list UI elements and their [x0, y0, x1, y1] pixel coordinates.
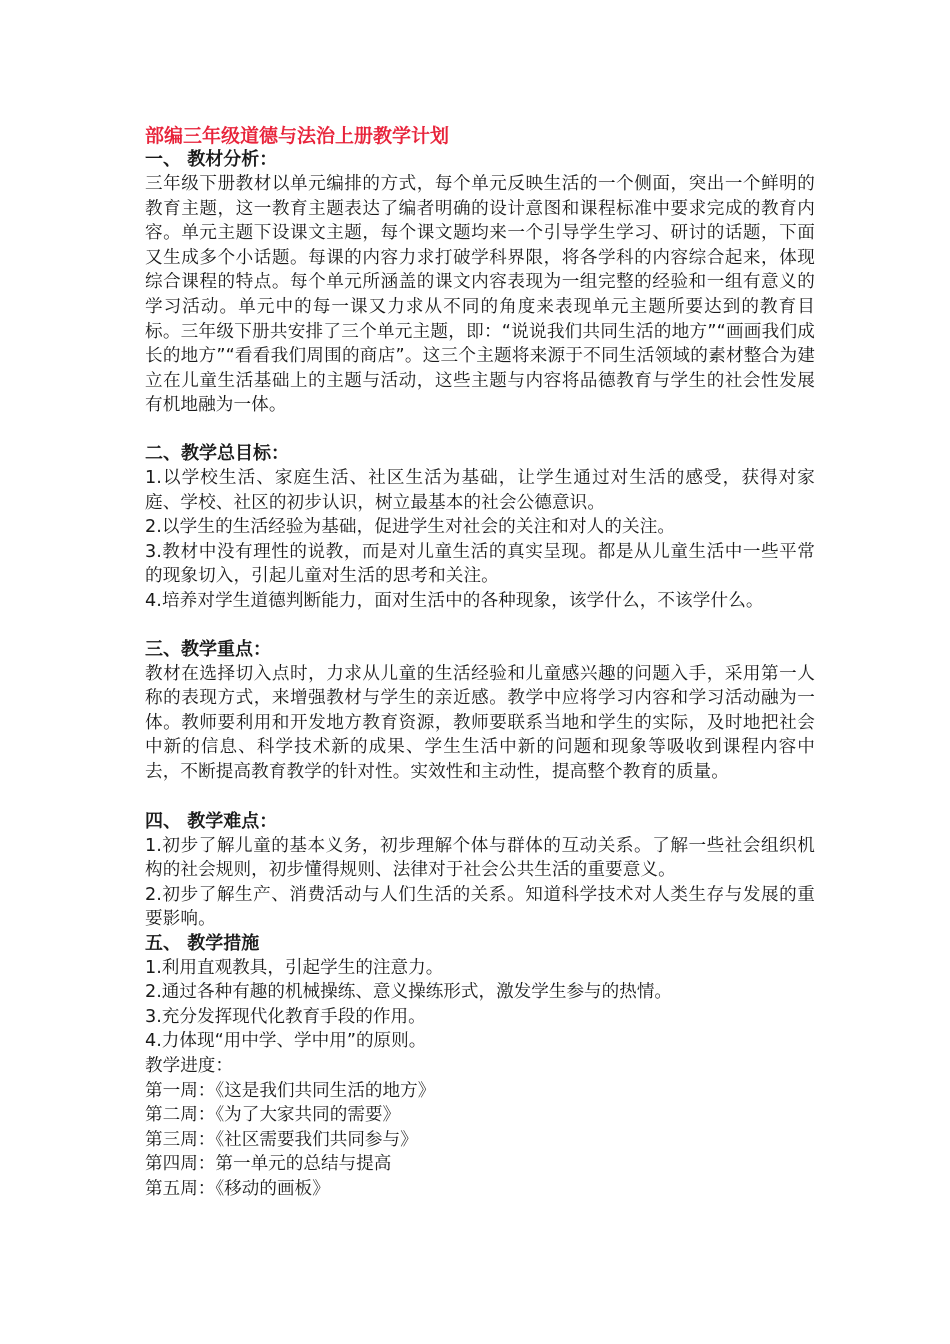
section-teaching-goals: [145, 442, 815, 638]
document-page: [145, 124, 815, 1202]
section-paragraph: 教材在选择切入点时，力求从儿童的生活经验和儿童感兴趣的问题入手，采用第一人称的表现方式，来增强教材与学生的亲近感。教学中应将学习内容和学习活动融为一体。教师要利用和开发地方教育资源，教师要联系当地和学生的实际，及时地把社会中新的信息、科学技术新的成果、学生生活中新的问题和现象等吸收到课程内容中去，不断提高教育教学的针对性。实效性和主动性，提高整个教育的质量。: [145, 663, 815, 782]
schedule-item: 第三周：《社区需要我们共同参与》: [145, 1129, 418, 1150]
teaching-schedule: [145, 1054, 815, 1202]
schedule-item: 第四周：第一单元的总结与提高: [145, 1154, 392, 1175]
section-heading: 四、 教学难点：: [145, 810, 278, 832]
section-paragraph: 4.培养对学生道德判断能力，面对生活中的各种现象，该学什么，不该学什么。: [145, 590, 764, 611]
section-teaching-difficulties: [145, 810, 815, 932]
section-paragraph: 1.初步了解儿童的基本义务，初步理解个体与群体的互动关系。了解一些社会组织机构的社会规则，初步懂得规则、法律对于社会公共生活的重要意义。: [145, 835, 815, 881]
section-paragraph: 3.充分发挥现代化教育手段的作用。: [145, 1006, 426, 1027]
section-paragraph: 2.以学生的生活经验为基础，促进学生对社会的关注和对人的关注。: [145, 517, 676, 537]
schedule-label: 教学进度：: [145, 1055, 233, 1076]
section-paragraph: 2.通过各种有趣的机械操练、意义操练形式，激发学生参与的热情。: [145, 982, 673, 1003]
section-teaching-measures: [145, 932, 815, 1054]
section-teaching-focus: [145, 638, 815, 810]
section-heading: 二、教学总目标：: [145, 443, 289, 464]
document-title: 部编三年级道德与法治上册教学计划: [145, 125, 450, 147]
section-heading: 五、 教学措施: [145, 932, 260, 954]
section-paragraph: 4.力体现“用中学、学中用”的原则。: [145, 1031, 427, 1052]
section-textbook-analysis: [145, 148, 815, 442]
section-paragraph: 1.利用直观教具，引起学生的注意力。: [145, 957, 444, 978]
section-heading: 三、教学重点：: [145, 638, 271, 660]
section-paragraph: 3.教材中没有理性的说教，而是对儿童生活的真实呈现。都是从儿童生活中一些平常的现象切入，引起儿童对生活的思考和关注。: [145, 541, 815, 587]
schedule-item: 第一周：《这是我们共同生活的地方》: [145, 1080, 436, 1101]
section-heading: 一、 教材分析：: [145, 149, 278, 170]
section-paragraph: 2.初步了解生产、消费活动与人们生活的关系。知道科学技术对人类生存与发展的重要影响。: [145, 884, 815, 930]
section-paragraph: 1.以学校生活、家庭生活、社区生活为基础，让学生通过对生活的感受，获得对家庭、学校、社区的初步认识，树立最基本的社会公德意识。: [145, 468, 815, 513]
section-paragraph: 三年级下册教材以单元编排的方式，每个单元反映生活的一个侧面，突出一个鲜明的教育主题，这一教育主题表达了编者明确的设计意图和课程标准中要求完成的教育内容。单元主题下设课文主题，每个课文题均来一个引导学生学习、研讨的话题，下面又生成多个小话题。每课的内容力求打破学科界限，将各学科的内容综合起来，体现综合课程的特点。每个单元所涵盖的课文内容表现为一组完整的经验和一组有意义的学习活动。单元中的每一课又力求从不同的角度来表现单元主题所要达到的教育目标。三年级下册共安排了三个单元主题，即：“说说我们共同生活的地方”“画画我们成长的地方”“看看我们周围的商店”。这三个主题将来源于不同生活领域的素材整合为建立在儿童生活基础上的主题与活动，这些主题与内容将品德教育与学生的社会性发展有机地融为一体。: [145, 174, 815, 416]
schedule-item: 第二周：《为了大家共同的需要》: [145, 1105, 401, 1126]
schedule-item: 第五周：《移动的画板》: [145, 1178, 330, 1199]
